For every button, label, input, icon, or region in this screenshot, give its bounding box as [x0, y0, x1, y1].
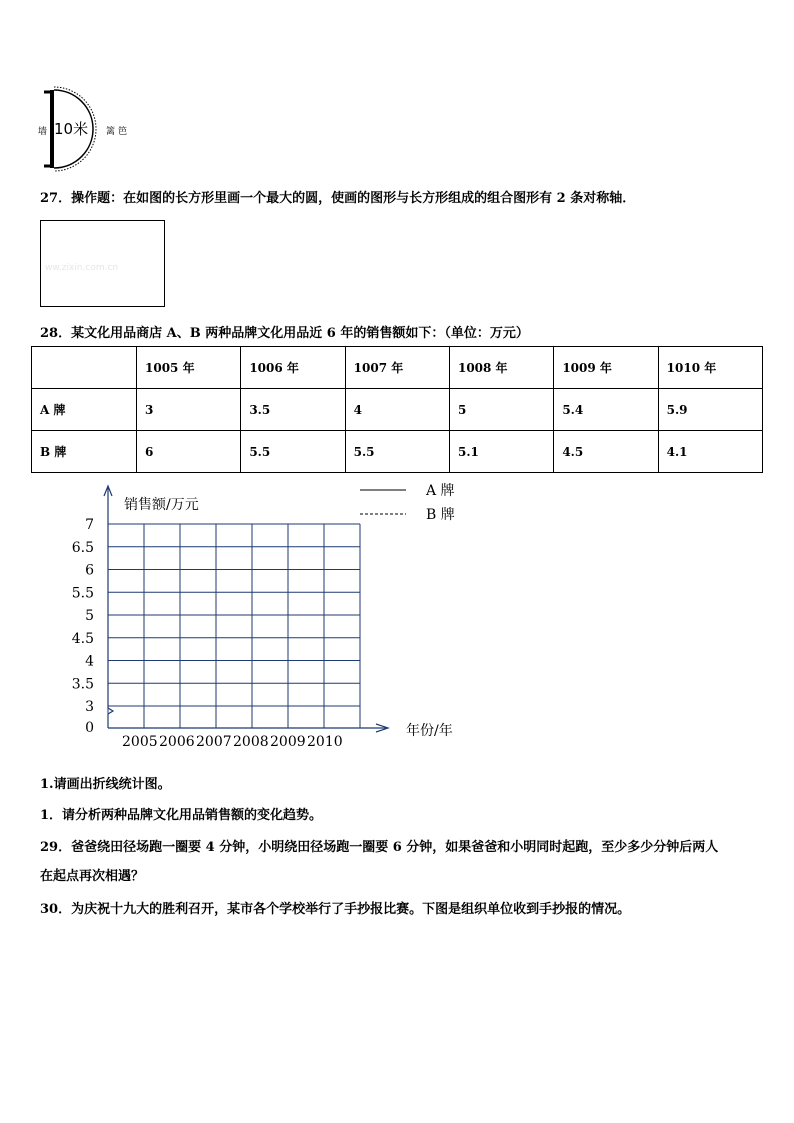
table-cell: 5.5 [241, 431, 345, 473]
table-cell: 1005 年 [137, 347, 241, 389]
table-cell: 3.5 [241, 389, 345, 431]
x-tick-label: 2007 [196, 734, 232, 750]
x-axis-title: 年份/年 [406, 723, 453, 739]
table-cell: 4.1 [658, 431, 762, 473]
question-29-line-2: 在起点再次相遇？ [40, 869, 145, 884]
y-tick-label: 3 [85, 699, 94, 715]
table-cell: 5.4 [554, 389, 658, 431]
question-27: 27．操作题：在如图的长方形里画一个最大的圆，使画的图形与长方形组成的组合图形有 2 条对称轴． [40, 191, 636, 206]
question-29-line-1: 29．爸爸绕田径场跑一圈要 4 分钟，小明绕田径场跑一圈要 6 分钟，如果爸爸和小明同时起跑，至少多少分钟后两人 [40, 840, 719, 855]
line-chart [70, 478, 490, 753]
y-tick-label: 4.5 [71, 630, 94, 647]
line-chart-svg [70, 478, 490, 753]
table-row [32, 389, 763, 431]
table-row [32, 431, 763, 473]
y-tick-label: 6.5 [71, 539, 94, 556]
table-cell: 4.5 [554, 431, 658, 473]
question-28-part-2: 1．请分析两种品牌文化用品销售额的变化趋势。 [40, 808, 323, 823]
y-tick-label: 3.5 [71, 676, 94, 693]
x-tick-label: 2008 [233, 734, 269, 750]
question-28: 28．某文化用品商店 A、B 两种品牌文化用品近 6 年的销售额如下：（单位：万元） [40, 326, 529, 341]
table-cell: 5 [449, 389, 553, 431]
y-axis-break-mark [108, 706, 113, 714]
y-tick-label: 5.5 [71, 585, 94, 602]
sales-table [31, 346, 763, 473]
table-cell: 1008 年 [449, 347, 553, 389]
table-cell: A 牌 [32, 389, 137, 431]
table-cell: 4 [345, 389, 449, 431]
y-tick-label: 5 [85, 608, 94, 624]
distance-label: 10米 [54, 120, 89, 138]
table-cell: 5.1 [449, 431, 553, 473]
table-cell: 1010 年 [658, 347, 762, 389]
y-tick-label: 7 [85, 517, 94, 533]
table-cell: 5.9 [658, 389, 762, 431]
watermark: ww.zixin.com.cn [45, 263, 119, 273]
x-tick-label: 2010 [307, 734, 343, 750]
x-tick-label: 2006 [159, 734, 195, 750]
table-cell: 1006 年 [241, 347, 345, 389]
question-30: 30．为庆祝十九大的胜利召开，某市各个学校举行了手抄报比赛。下图是组织单位收到手抄报的情况。 [40, 902, 631, 917]
table-cell: 5.5 [345, 431, 449, 473]
table-header-row [32, 347, 763, 389]
table-cell: 1007 年 [345, 347, 449, 389]
wall-label: 墙 [38, 127, 48, 137]
table-cell: B 牌 [32, 431, 137, 473]
question-28-part-1: 1.请画出折线统计图。 [40, 777, 171, 792]
table-cell [32, 347, 137, 389]
wall-fence-figure [38, 86, 138, 172]
x-tick-label: 2005 [122, 734, 158, 750]
table-cell: 6 [137, 431, 241, 473]
answer-rectangle [40, 220, 165, 307]
legend-label: A 牌 [426, 483, 455, 499]
y-tick-label: 6 [85, 562, 94, 579]
y-axis-title: 销售额/万元 [124, 497, 199, 513]
table-cell: 3 [137, 389, 241, 431]
y-tick-label: 0 [85, 720, 94, 736]
fence-label: 篱笆 [106, 127, 131, 137]
table-cell: 1009 年 [554, 347, 658, 389]
x-tick-label: 2009 [270, 734, 306, 750]
legend-label: B 牌 [426, 507, 455, 523]
y-tick-label: 4 [85, 653, 94, 670]
